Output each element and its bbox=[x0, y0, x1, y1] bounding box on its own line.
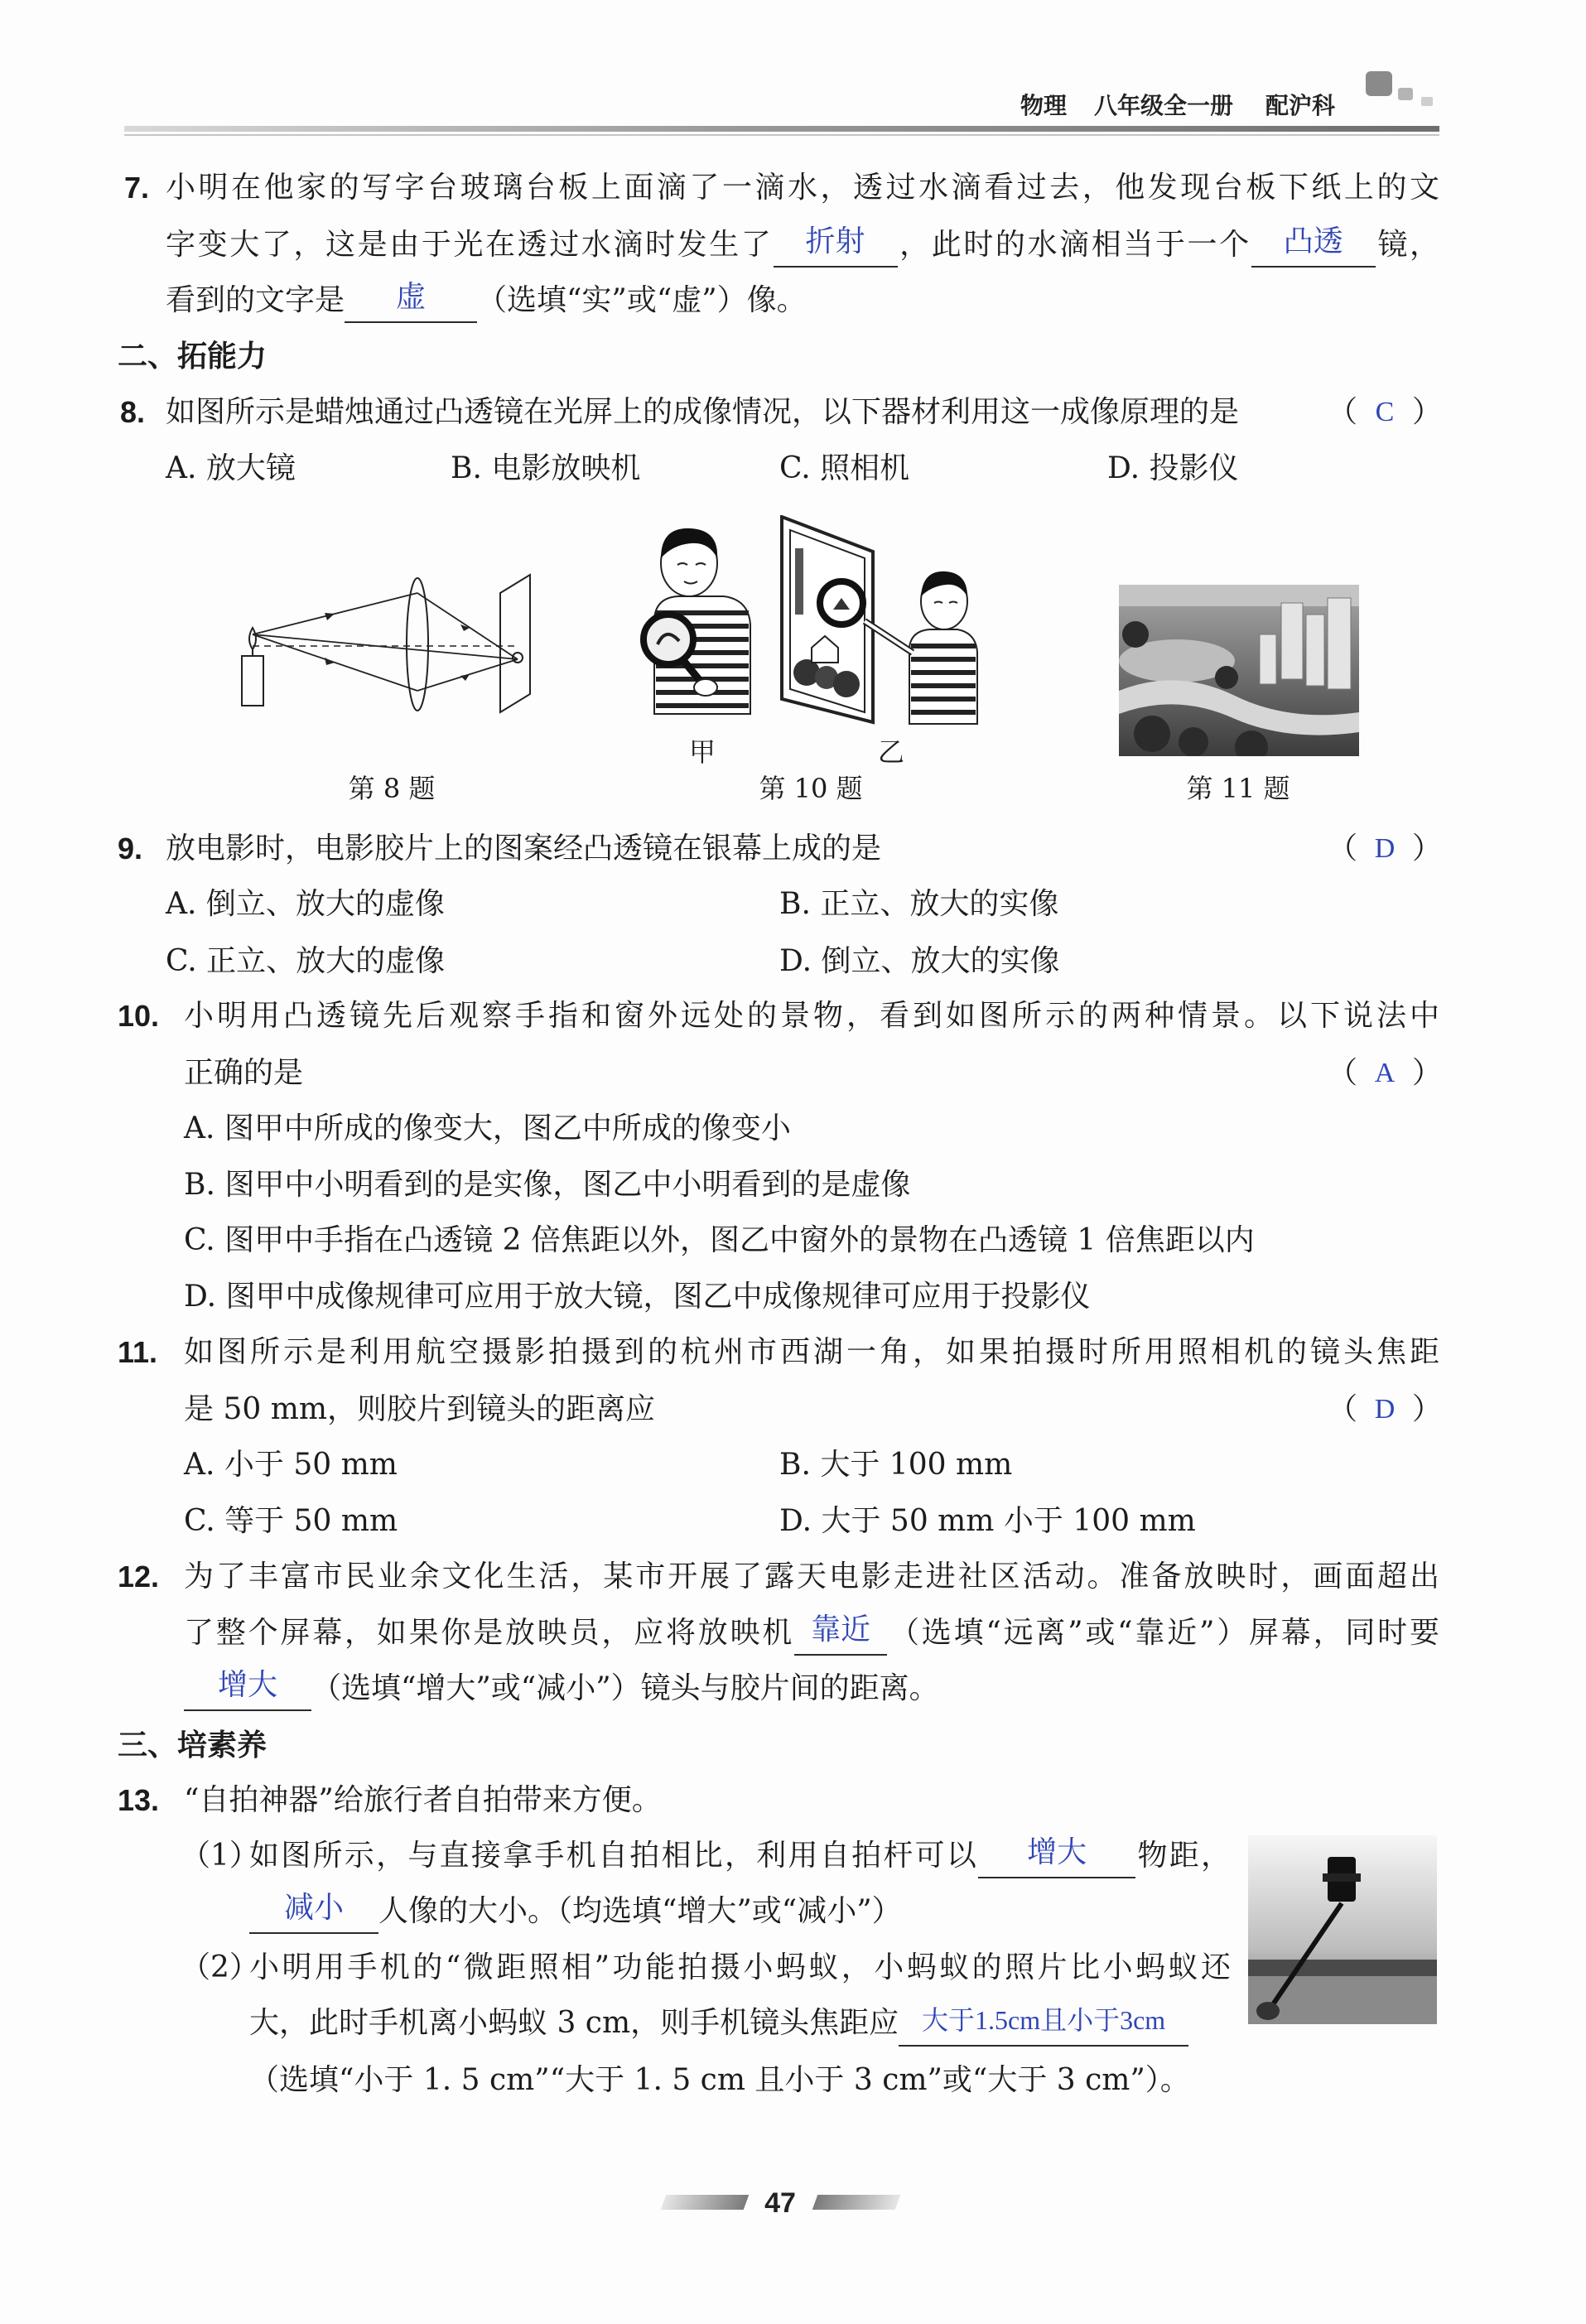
fig8-lens-diagram bbox=[234, 563, 548, 721]
q11-line1: 如图所示是利用航空摄影拍摄到的杭州市西湖一角，如果拍摄时所用照相机的镜头焦距 bbox=[184, 1335, 1439, 1369]
q8-answer: C bbox=[1375, 397, 1395, 427]
q11-option-c: C. 等于 50 mm bbox=[184, 1504, 398, 1538]
fig11-caption: 第 11 题 bbox=[1186, 773, 1290, 804]
q13-sub2-blank bbox=[899, 2007, 1188, 2047]
bracket-close: ） bbox=[1411, 1056, 1442, 1090]
bracket-open: （ bbox=[1328, 395, 1358, 429]
q9-option-c: C. 正立、放大的虚像 bbox=[166, 944, 446, 978]
footer-decoration-left bbox=[661, 2195, 750, 2210]
q13-sub1-text3: 人像的大小。（均选填“增大”或“减小”） bbox=[378, 1894, 902, 1928]
fig10-caption: 第 10 题 bbox=[759, 773, 863, 804]
q12-line1: 为了丰富市民业余文化生活，某市开展了露天电影走进社区活动。准备放映时，画面超出 bbox=[184, 1560, 1439, 1594]
q7-line2 bbox=[166, 222, 1439, 268]
header-subject: 物理 bbox=[1020, 92, 1068, 119]
person-yi bbox=[865, 571, 977, 724]
light-screen bbox=[500, 575, 530, 712]
q12-answer1: 靠近 bbox=[811, 1613, 871, 1646]
q10-option-d: D. 图甲中成像规律可应用于放大镜，图乙中成像规律可应用于投影仪 bbox=[184, 1280, 1091, 1314]
q13-sub2-line2 bbox=[249, 2000, 1188, 2047]
q11-line2: 是 50 mm，则胶片到镜头的距离应 bbox=[184, 1392, 655, 1426]
q13-sub2-label: （2） bbox=[181, 1950, 259, 1984]
header-book: 八年级全一册 bbox=[1094, 92, 1234, 119]
q11-option-b: B. 大于 100 mm bbox=[779, 1448, 1013, 1482]
section-title-3: 三、培素养 bbox=[118, 1729, 268, 1762]
section-title-2: 二、拓能力 bbox=[118, 340, 268, 374]
q13-sub1-blank1 bbox=[978, 1835, 1135, 1878]
q9-answer-bracket bbox=[1328, 826, 1442, 872]
q8-text: 如图所示是蜡烛通过凸透镜在光屏上的成像情况，以下器材利用这一成像原理的是 bbox=[166, 395, 1240, 429]
selfie-stick-photo bbox=[1248, 1835, 1437, 2024]
header-rule-thin bbox=[124, 134, 1439, 136]
q7-answer3: 虚 bbox=[396, 280, 427, 313]
fig8-caption: 第 8 题 bbox=[348, 773, 436, 804]
q13-sub2-line1: 小明用手机的“微距照相”功能拍摄小蚂蚁，小蚂蚁的照片比小蚂蚁还 bbox=[249, 1950, 1231, 1984]
q12-number: 12. bbox=[118, 1560, 160, 1594]
fig10-illustration bbox=[623, 515, 987, 732]
q9-number: 9. bbox=[118, 832, 143, 865]
q8-answer-bracket bbox=[1328, 389, 1442, 436]
q13-sub1-answer1: 增大 bbox=[1027, 1835, 1087, 1868]
q10-answer-bracket bbox=[1328, 1050, 1442, 1097]
q13-sub1-text1: 如图所示，与直接拿手机自拍相比，利用自拍杆可以 bbox=[249, 1839, 979, 1873]
q10-line1: 小明用凸透镜先后观察手指和窗外远处的景物，看到如图所示的两种情景。以下说法中 bbox=[184, 999, 1439, 1033]
q11-option-d: D. 大于 50 mm 小于 100 mm bbox=[779, 1504, 1196, 1538]
q8-option-d: D. 投影仪 bbox=[1107, 451, 1239, 485]
bracket-open: （ bbox=[1328, 1056, 1358, 1090]
q13-sub2-line3: （选填“小于 1. 5 cm”“大于 1. 5 cm 且小于 3 cm”或“大于 3 cm”）。 bbox=[249, 2063, 1190, 2097]
q7-line3b: （选填“实”或“虚”）像。 bbox=[477, 283, 807, 317]
q12-blank1 bbox=[794, 1613, 887, 1656]
page-number: 47 bbox=[764, 2187, 796, 2219]
window-yi bbox=[782, 517, 873, 722]
q11-option-a: A. 小于 50 mm bbox=[184, 1448, 398, 1482]
q7-answer2: 凸透 bbox=[1283, 224, 1343, 258]
bracket-close: ） bbox=[1411, 1392, 1442, 1426]
q7-answer1: 折射 bbox=[805, 224, 865, 258]
q13-sub2-text2: 大，此时手机离小蚂蚁 3 cm，则手机镜头焦距应 bbox=[249, 2006, 899, 2040]
q12-line3b: （选填“增大”或“减小”）镜头与胶片间的距离。 bbox=[311, 1671, 939, 1705]
q12-line2 bbox=[184, 1610, 1439, 1656]
q13-sub1-label: （1） bbox=[181, 1839, 259, 1873]
q13-sub2-answer: 大于1.5cm且小于3cm bbox=[921, 2005, 1166, 2035]
q10-answer: A bbox=[1374, 1058, 1396, 1088]
q12-line3 bbox=[184, 1666, 939, 1712]
q11-number: 11. bbox=[118, 1335, 158, 1369]
q8-option-a: A. 放大镜 bbox=[166, 451, 296, 485]
q12-answer2: 增大 bbox=[217, 1668, 277, 1701]
q7-blank1 bbox=[774, 224, 898, 268]
q13-stem: “自拍神器”给旅行者自拍带来方便。 bbox=[184, 1783, 662, 1817]
person-jia bbox=[644, 528, 750, 714]
q10-option-b: B. 图甲中小明看到的是实像，图乙中小明看到的是虚像 bbox=[184, 1168, 911, 1202]
candle-body bbox=[242, 656, 263, 706]
q7-line2c: 镜， bbox=[1375, 228, 1439, 262]
q11-answer: D bbox=[1374, 1394, 1396, 1425]
magnifier-jia bbox=[644, 615, 693, 664]
q13-number: 13. bbox=[118, 1783, 160, 1817]
q13-sub1-line1 bbox=[249, 1833, 1231, 1879]
header-edition: 配沪科 bbox=[1265, 92, 1336, 119]
bracket-close: ） bbox=[1411, 832, 1442, 865]
footer-decoration-right bbox=[812, 2195, 901, 2210]
q7-number: 7. bbox=[124, 171, 150, 205]
q7-line2b: ，此时的水滴相当于一个 bbox=[897, 228, 1251, 262]
q10-line2: 正确的是 bbox=[184, 1056, 304, 1090]
q12-blank2 bbox=[184, 1668, 311, 1711]
q10-option-c: C. 图甲中手指在凸透镜 2 倍焦距以外，图乙中窗外的景物在凸透镜 1 倍焦距以内 bbox=[184, 1223, 1255, 1257]
header-decoration-small bbox=[1421, 97, 1433, 106]
fig10-label-jia: 甲 bbox=[688, 736, 716, 768]
q13-sub1-answer2: 减小 bbox=[283, 1891, 344, 1924]
bracket-close: ） bbox=[1411, 395, 1442, 429]
q9-option-a: A. 倒立、放大的虚像 bbox=[166, 887, 445, 921]
q12-line2a: 了整个屏幕，如果你是放映员，应将放映机 bbox=[184, 1616, 795, 1650]
q13-sub1-line2 bbox=[249, 1888, 902, 1935]
q9-option-d: D. 倒立、放大的实像 bbox=[779, 944, 1060, 978]
q8-option-c: C. 照相机 bbox=[779, 451, 910, 485]
q13-sub1-blank2 bbox=[249, 1891, 378, 1934]
q7-line3 bbox=[166, 277, 807, 324]
q13-sub1-text2: 物距， bbox=[1135, 1839, 1231, 1873]
bracket-open: （ bbox=[1328, 1392, 1358, 1426]
q9-text: 放电影时，电影胶片上的图案经凸透镜在银幕上成的是 bbox=[166, 832, 882, 865]
q7-line2a: 字变大了，这是由于光在透过水滴时发生了 bbox=[166, 228, 774, 262]
header-decoration-large bbox=[1366, 71, 1392, 96]
q7-line1: 小明在他家的写字台玻璃台板上面滴了一滴水，透过水滴看过去，他发现台板下纸上的文 bbox=[166, 171, 1439, 205]
bracket-open: （ bbox=[1328, 832, 1358, 865]
q10-number: 10. bbox=[118, 999, 160, 1033]
header-decoration-medium bbox=[1398, 88, 1413, 100]
header-rule bbox=[124, 126, 1439, 132]
q12-line2b: （选填“远离”或“靠近”）屏幕，同时要 bbox=[887, 1616, 1439, 1650]
q8-option-b: B. 电影放映机 bbox=[451, 451, 641, 485]
q9-option-b: B. 正立、放大的实像 bbox=[779, 887, 1059, 921]
fig11-aerial-photo bbox=[1119, 585, 1359, 756]
q9-answer: D bbox=[1374, 833, 1396, 864]
q7-blank2 bbox=[1251, 224, 1376, 268]
q8-number: 8. bbox=[120, 395, 146, 429]
q7-blank3 bbox=[345, 280, 477, 323]
q11-answer-bracket bbox=[1328, 1386, 1442, 1433]
q7-line3a: 看到的文字是 bbox=[166, 283, 345, 317]
q10-option-a: A. 图甲中所成的像变大，图乙中所成的像变小 bbox=[184, 1111, 791, 1145]
fig10-label-yi: 乙 bbox=[877, 736, 904, 768]
